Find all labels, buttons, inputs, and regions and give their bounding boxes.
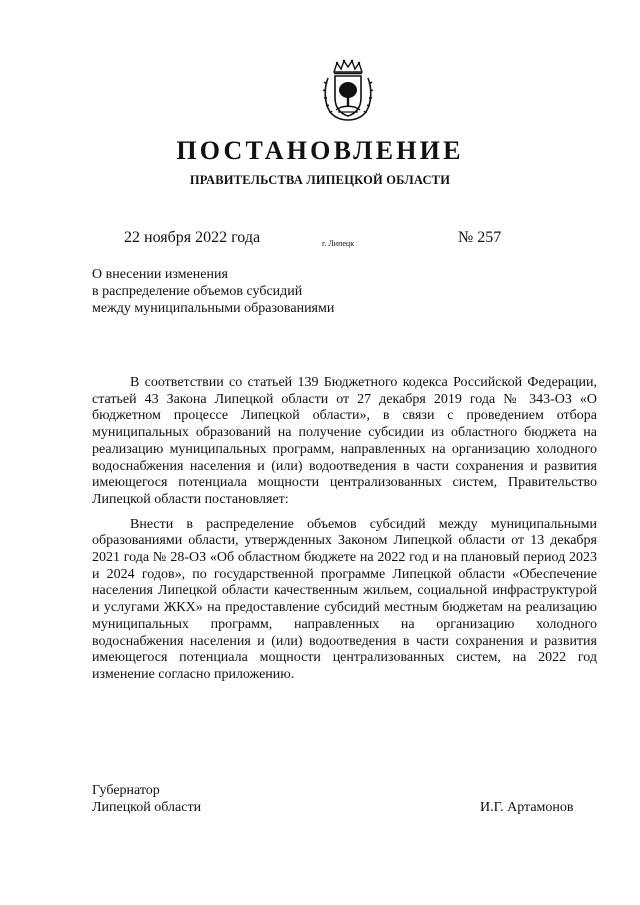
signatory-position-line: Губернатор: [92, 783, 160, 798]
document-city: г. Липецк: [322, 239, 355, 248]
body-paragraph: Внести в распределение объемов субсидий между муниципальными образованиями области, утвержденных Законом Липецкой области от 13 декабря 2021 года № 28-ОЗ «Об областном бюджете на 2022 год и на плановый период 2023 и 2024 годов», по государственной программе Липецкой области «Обеспечение населения Липецкой области качественным жильем, социальной инфраструктурой и услугами ЖКХ» на предоставление субсидий местным бюджетам на реализацию муниципальных программ, направленных на организацию холодного водоснабжения населения и (или) водоотведения в части сохранения и развития имеющегося потенциала мощности централизованных систем, на 2022 год изменение согласно приложению.: [92, 516, 597, 682]
subject-line: О внесении изменения: [92, 267, 228, 282]
signatory-position-line: Липецкой области: [92, 800, 202, 815]
document-title: ПОСТАНОВЛЕНИЕ: [176, 136, 464, 165]
coat-of-arms-icon: [322, 58, 374, 122]
document-issuer: ПРАВИТЕЛЬСТВА ЛИПЕЦКОЙ ОБЛАСТИ: [189, 173, 451, 187]
subject-line: в распределение объемов субсидий: [92, 284, 303, 299]
document-body: [92, 375, 597, 692]
subject-line: между муниципальными образованиями: [92, 301, 335, 316]
document-subject: [92, 266, 334, 317]
body-paragraph: В соответствии со статьей 139 Бюджетного кодекса Российской Федерации, статьей 43 Закона Липецкой области от 27 декабря 2019 года № 343-ОЗ «О бюджетном процессе Липецкой области», в связи с проведением отбора муниципальных образований на получение субсидии из областного бюджета на реализацию муниципальных программ, направленных на организацию холодного водоснабжения населения и (или) водоотведения в части сохранения и развития имеющегося потенциала мощности централизованных систем, Правительство Липецкой области постановляет:: [92, 375, 597, 507]
document-date: 22 ноября 2022 года: [124, 229, 261, 246]
signatory-position: [92, 782, 201, 816]
document-number: № 257: [458, 229, 502, 246]
signatory-name: И.Г. Артамонов: [480, 800, 574, 815]
